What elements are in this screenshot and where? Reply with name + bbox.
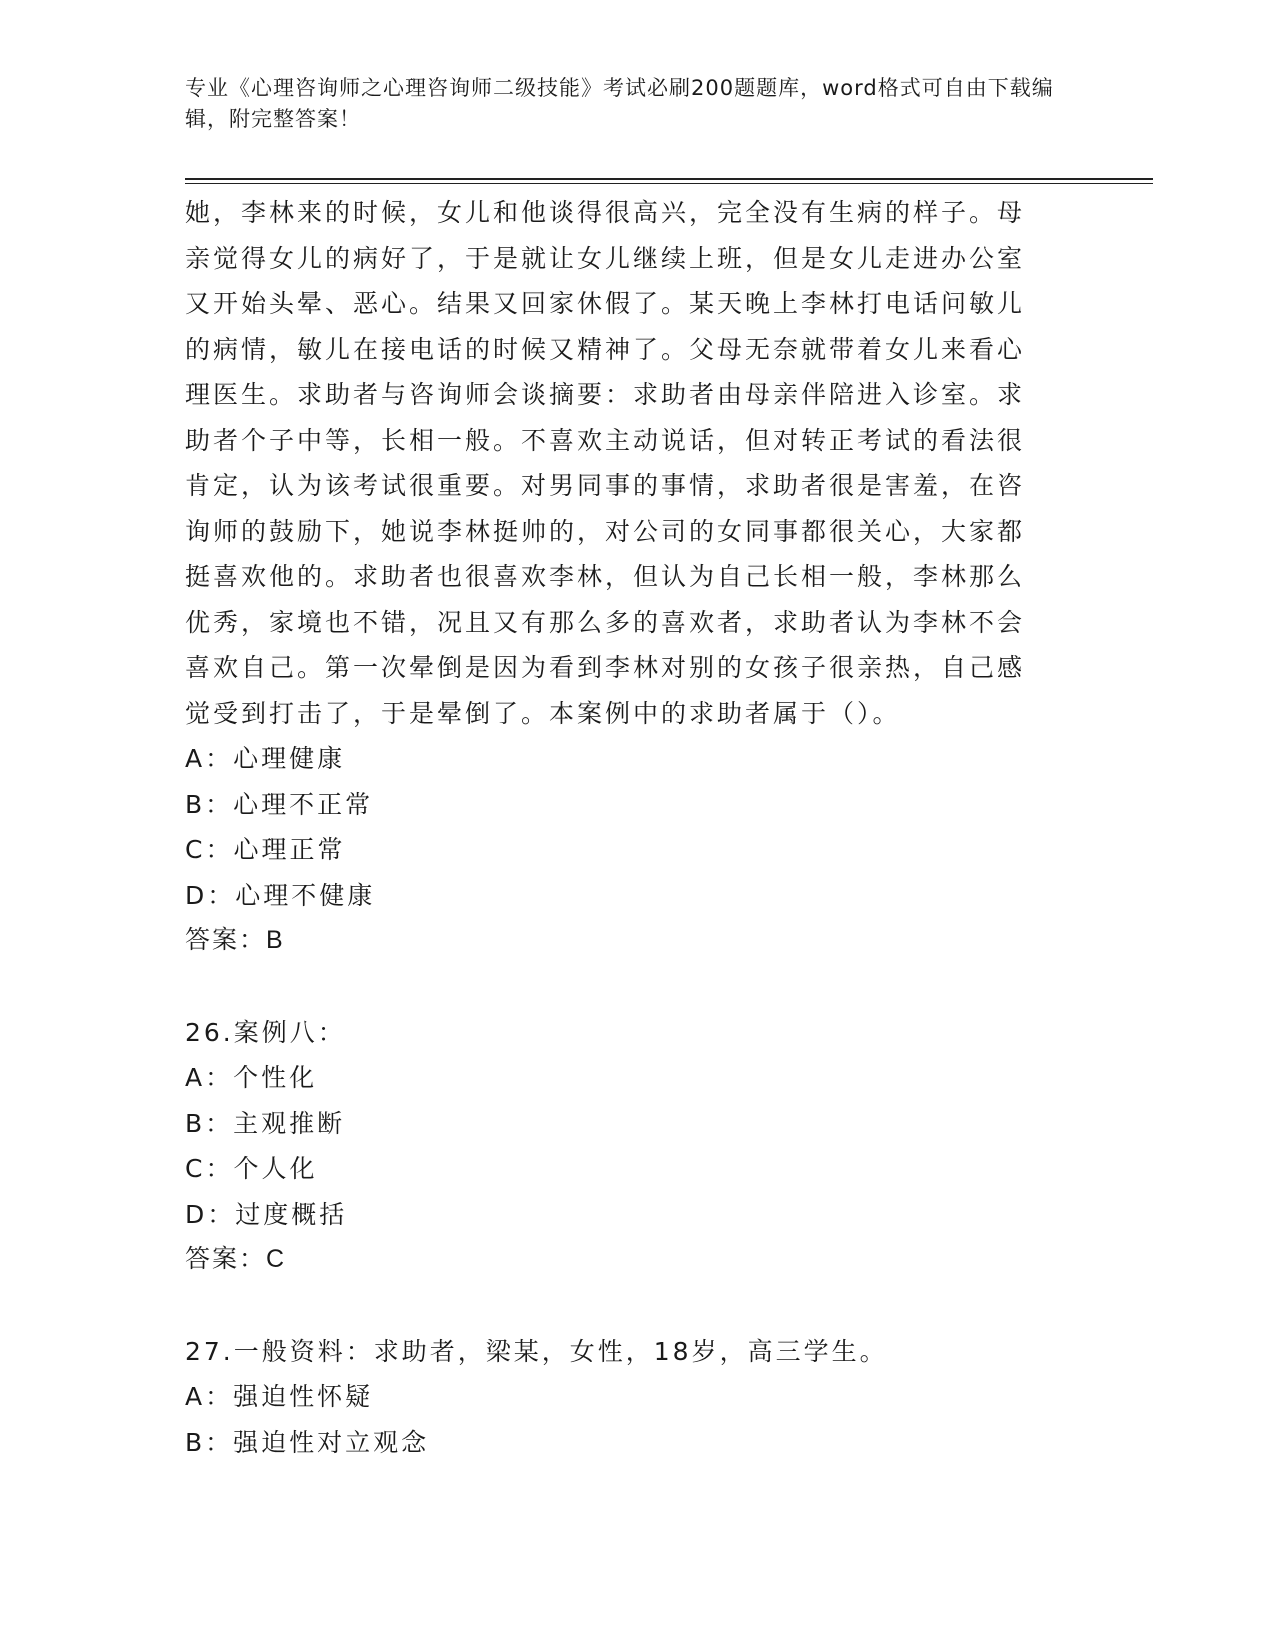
option-d: D：心理不健康 [185,880,376,910]
answer-line: 答案：C [185,1245,287,1273]
question-title: 26.案例八： [185,1017,346,1047]
answer-line: 答案：B [185,926,285,954]
option-a: A：心理健康 [185,744,346,773]
passage-line: 理医生。求助者与咨询师会谈摘要：求助者由母亲伴陪进入诊室。求 [185,380,1026,409]
question-title: 27.一般资料：求助者，梁某，女性，18岁，高三学生。 [185,1336,888,1366]
passage-line: 喜欢自己。第一次晕倒是因为看到李林对别的女孩子很亲热，自己感 [185,653,1026,682]
question-25-passage [185,190,1065,736]
passage-line: 助者个子中等，长相一般。不喜欢主动说话，但对转正考试的看法很 [185,425,1026,455]
option-a: A：个性化 [185,1063,318,1092]
option-a: A：强迫性怀疑 [185,1382,374,1411]
passage-line: 觉受到打击了，于是晕倒了。本案例中的求助者属于（）。 [185,698,901,728]
question-27 [185,1329,1065,1466]
header-divider [185,178,1153,184]
passage-line: 亲觉得女儿的病好了，于是就让女儿继续上班，但是女儿走进办公室 [185,243,1026,273]
passage-line: 肯定，认为该考试很重要。对男同事的事情，求助者很是害羞，在咨 [185,471,1026,500]
passage-line: 的病情，敏儿在接电话的时候又精神了。父母无奈就带着女儿来看心 [185,334,1026,364]
question-26 [185,1010,1065,1283]
page-header [185,73,1065,135]
passage-line: 她，李林来的时候，女儿和他谈得很高兴，完全没有生病的样子。母 [185,198,1026,227]
option-c: C：个人化 [185,1154,318,1183]
option-b: B：主观推断 [185,1108,346,1138]
header-title: 专业《心理咨询师之心理咨询师二级技能》考试必刷200题题库，word格式可自由下载编辑，附完整答案！ [185,76,1054,131]
passage-line: 优秀，家境也不错，况且又有那么多的喜欢者，求助者认为李林不会 [185,607,1026,637]
passage-line: 询师的鼓励下，她说李林挺帅的，对公司的女同事都很关心，大家都 [185,516,1026,546]
option-c: C：心理正常 [185,835,346,864]
option-b: B：心理不正常 [185,789,374,819]
passage-line: 又开始头晕、恶心。结果又回家休假了。某天晚上李林打电话问敏儿 [185,289,1026,318]
option-d: D：过度概括 [185,1199,348,1229]
document-body [185,190,1065,1465]
option-b: B：强迫性对立观念 [185,1427,430,1457]
passage-line: 挺喜欢他的。求助者也很喜欢李林，但认为自己长相一般，李林那么 [185,562,1026,591]
